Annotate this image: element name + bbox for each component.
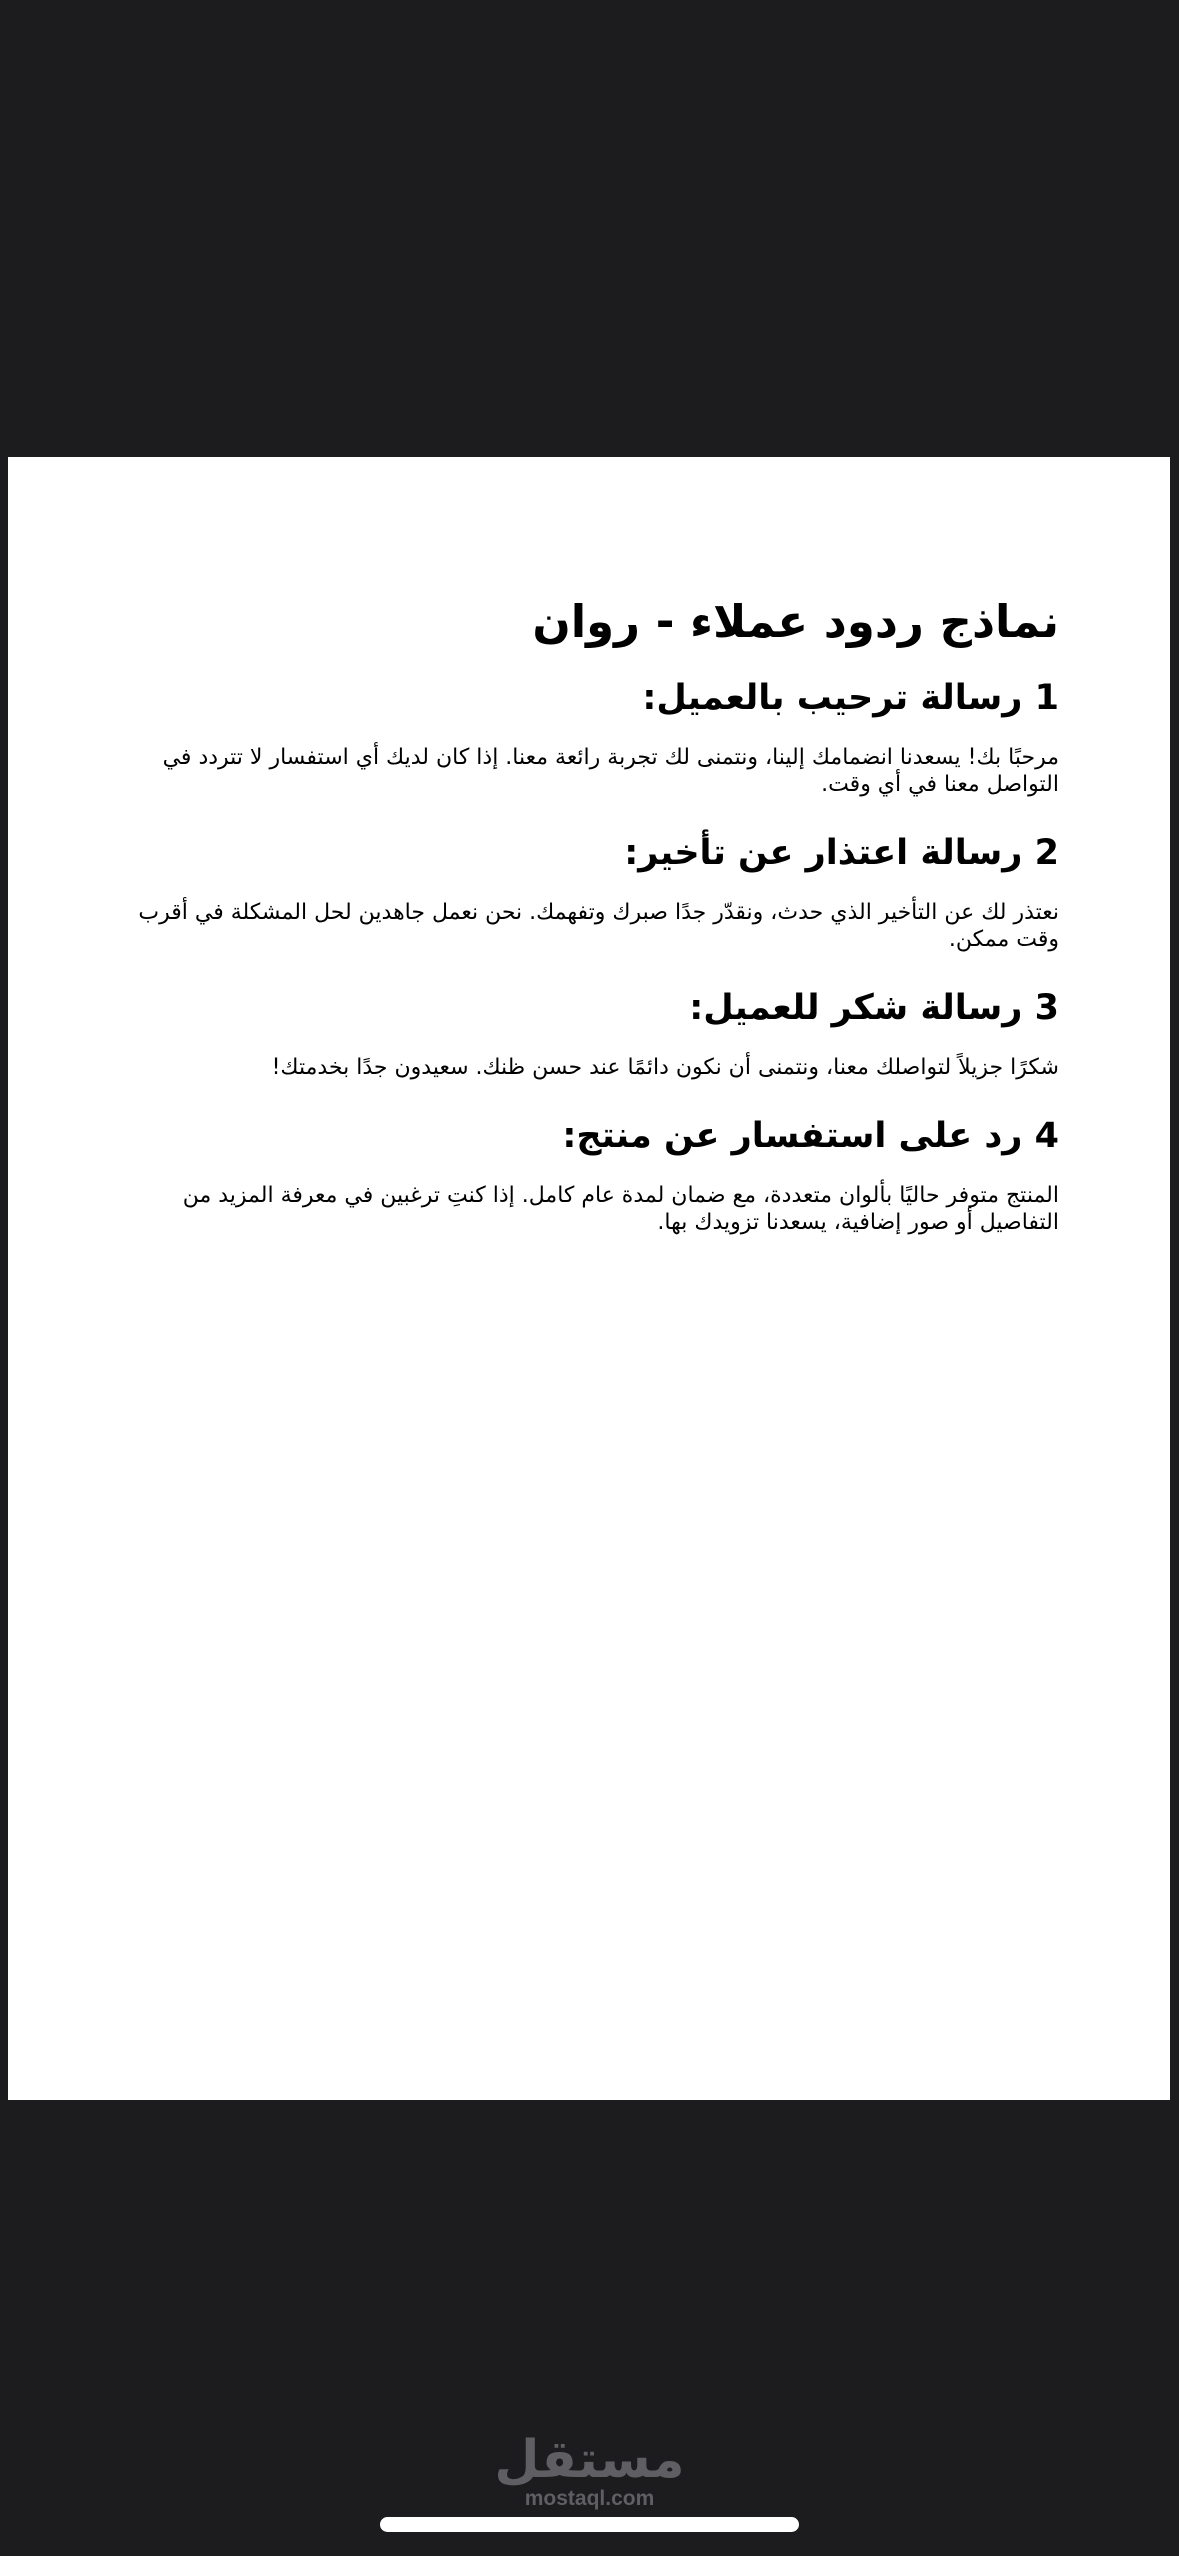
watermark-arabic-logo: مستقل bbox=[494, 2430, 685, 2490]
section-heading-thanks: 3 رسالة شكر للعميل: bbox=[689, 988, 1059, 1028]
document-title: نماذج ردود عملاء - روان bbox=[532, 595, 1059, 648]
document-content bbox=[129, 592, 1059, 1267]
section-heading-apology: 2 رسالة اعتذار عن تأخير: bbox=[624, 833, 1059, 873]
section-heading-welcome: 1 رسالة ترحيب بالعميل: bbox=[642, 678, 1059, 718]
section-body-thanks: شكرًا جزيلاً لتواصلك معنا، ونتمنى أن نكون دائمًا عند حسن ظنك. سعيدون جدًا بخدمتك! bbox=[271, 1055, 1059, 1080]
watermark-url: mostaql.com bbox=[524, 2487, 655, 2510]
document-page bbox=[8, 457, 1170, 2100]
section-heading-product-inquiry: 4 رد على استفسار عن منتج: bbox=[562, 1116, 1059, 1156]
section-body-product-inquiry: المنتج متوفر حاليًا بألوان متعددة، مع ضمان لمدة عام كامل. إذا كنتِ ترغبين في معرفة المزيد من التفاصيل أو صور إضافية، يسعدنا تزويدك بها. bbox=[182, 1183, 1059, 1235]
mostaql-watermark bbox=[0, 2432, 1179, 2510]
section-body-welcome: مرحبًا بك! يسعدنا انضمامك إلينا، ونتمنى لك تجربة رائعة معنا. إذا كان لديك أي استفسار لا تتردد في التواصل معنا في أي وقت. bbox=[162, 745, 1059, 797]
home-indicator[interactable] bbox=[380, 2517, 799, 2532]
section-body-apology: نعتذر لك عن التأخير الذي حدث، ونقدّر جدًا صبرك وتفهمك. نحن نعمل جاهدين لحل المشكلة في أقرب وقت ممكن. bbox=[138, 900, 1059, 952]
